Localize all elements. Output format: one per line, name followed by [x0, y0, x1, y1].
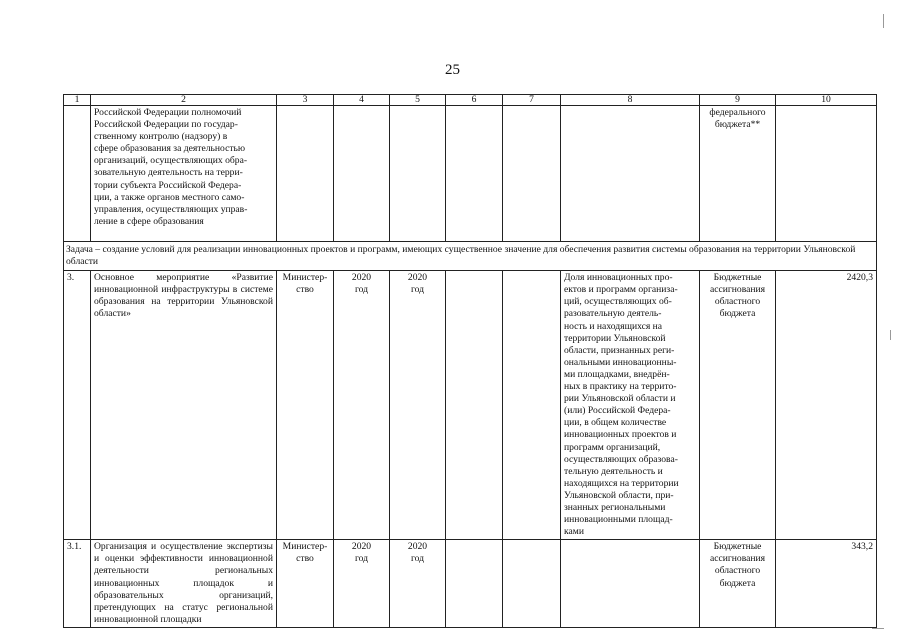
column-number: 3: [277, 95, 334, 106]
measures-table: [63, 94, 877, 628]
column-number: 7: [503, 95, 561, 106]
scan-mark-right: [890, 330, 891, 340]
funding-source: Бюджетные ассигнования областного бюджета: [700, 271, 776, 540]
column-number: 10: [776, 95, 877, 106]
column-number: 2: [91, 95, 277, 106]
scan-mark-bottom-right: [872, 628, 884, 629]
column-numbers-row: [64, 95, 877, 106]
column-number: 1: [64, 95, 91, 106]
continued-funding: федерального бюджета**: [700, 106, 776, 242]
target-indicator: [561, 540, 700, 628]
empty-cell: [334, 106, 390, 242]
empty-cell: [776, 106, 877, 242]
column-number: 6: [446, 95, 503, 106]
task-text: Задача – создание условий для реализации инновационных проектов и программ, имеющих существенное значение для обеспечения развития системы образования на территории Ульяновской области: [64, 242, 877, 271]
executor: Министер- ство: [277, 271, 334, 540]
funding-amount: 343,2: [776, 540, 877, 628]
scan-mark-top-right: [883, 14, 884, 28]
column-7-cell: [503, 271, 561, 540]
empty-cell: [390, 106, 446, 242]
continued-row: [64, 106, 877, 242]
row-number: 3.1.: [64, 540, 91, 628]
column-number: 9: [700, 95, 776, 106]
task-row: [64, 242, 877, 271]
start-year: 2020 год: [334, 271, 390, 540]
funding-source: Бюджетные ассигнования областного бюджета: [700, 540, 776, 628]
empty-cell: [446, 106, 503, 242]
column-7-cell: [503, 540, 561, 628]
target-indicator: Доля инновационных про- ектов и программ организа- ций, осуществляющих об- разовательную деятель- ность и находящихся на территории Ульяновской области, признанных реги- ональными инновационны- ми площадками, внедрён- ных в практику на террито- рии Ульяновской области и (или) Российской Федера- ции, в общем количестве инновационных проектов и программ организаций, осуществляющих образова- тельную деятельность и находящихся на территории Ульяновской области, при- знанных региональными инновационными площад- ками: [561, 271, 700, 540]
row-number: 3.: [64, 271, 91, 540]
start-year: 2020 год: [334, 540, 390, 628]
empty-cell: [503, 106, 561, 242]
empty-cell: [561, 106, 700, 242]
row-number-cell: [64, 106, 91, 242]
measure-description: Организация и осуществление экспертизы и оценки эффективности инновационной деятельности региональных инновационных площадок и образовательных организаций, претендующих на статус региональной инновационной площадки: [91, 540, 277, 628]
end-year: 2020 год: [390, 540, 446, 628]
column-6-cell: [446, 271, 503, 540]
funding-amount: 2420,3: [776, 271, 877, 540]
executor: Министер- ство: [277, 540, 334, 628]
page-number: 25: [445, 62, 460, 78]
measure-description: Основное мероприятие «Развитие инновационной инфраструктуры в системе образования на территории Ульяновской области»: [91, 271, 277, 540]
column-number: 5: [390, 95, 446, 106]
continued-description: Российской Федерации полномочий Российской Федерации по государ- ственному контролю (надзору) в сфере образования за деятельностью организаций, осуществляющих обра- зовательную деятельность на терри- тории субъекта Российской Федера- ции, а также органов местного само- управления, осуществляющих управ- ление в сфере образования: [91, 106, 277, 242]
column-number: 4: [334, 95, 390, 106]
table-row: [64, 271, 877, 540]
column-number: 8: [561, 95, 700, 106]
table-row: [64, 540, 877, 628]
end-year: 2020 год: [390, 271, 446, 540]
empty-cell: [277, 106, 334, 242]
column-6-cell: [446, 540, 503, 628]
